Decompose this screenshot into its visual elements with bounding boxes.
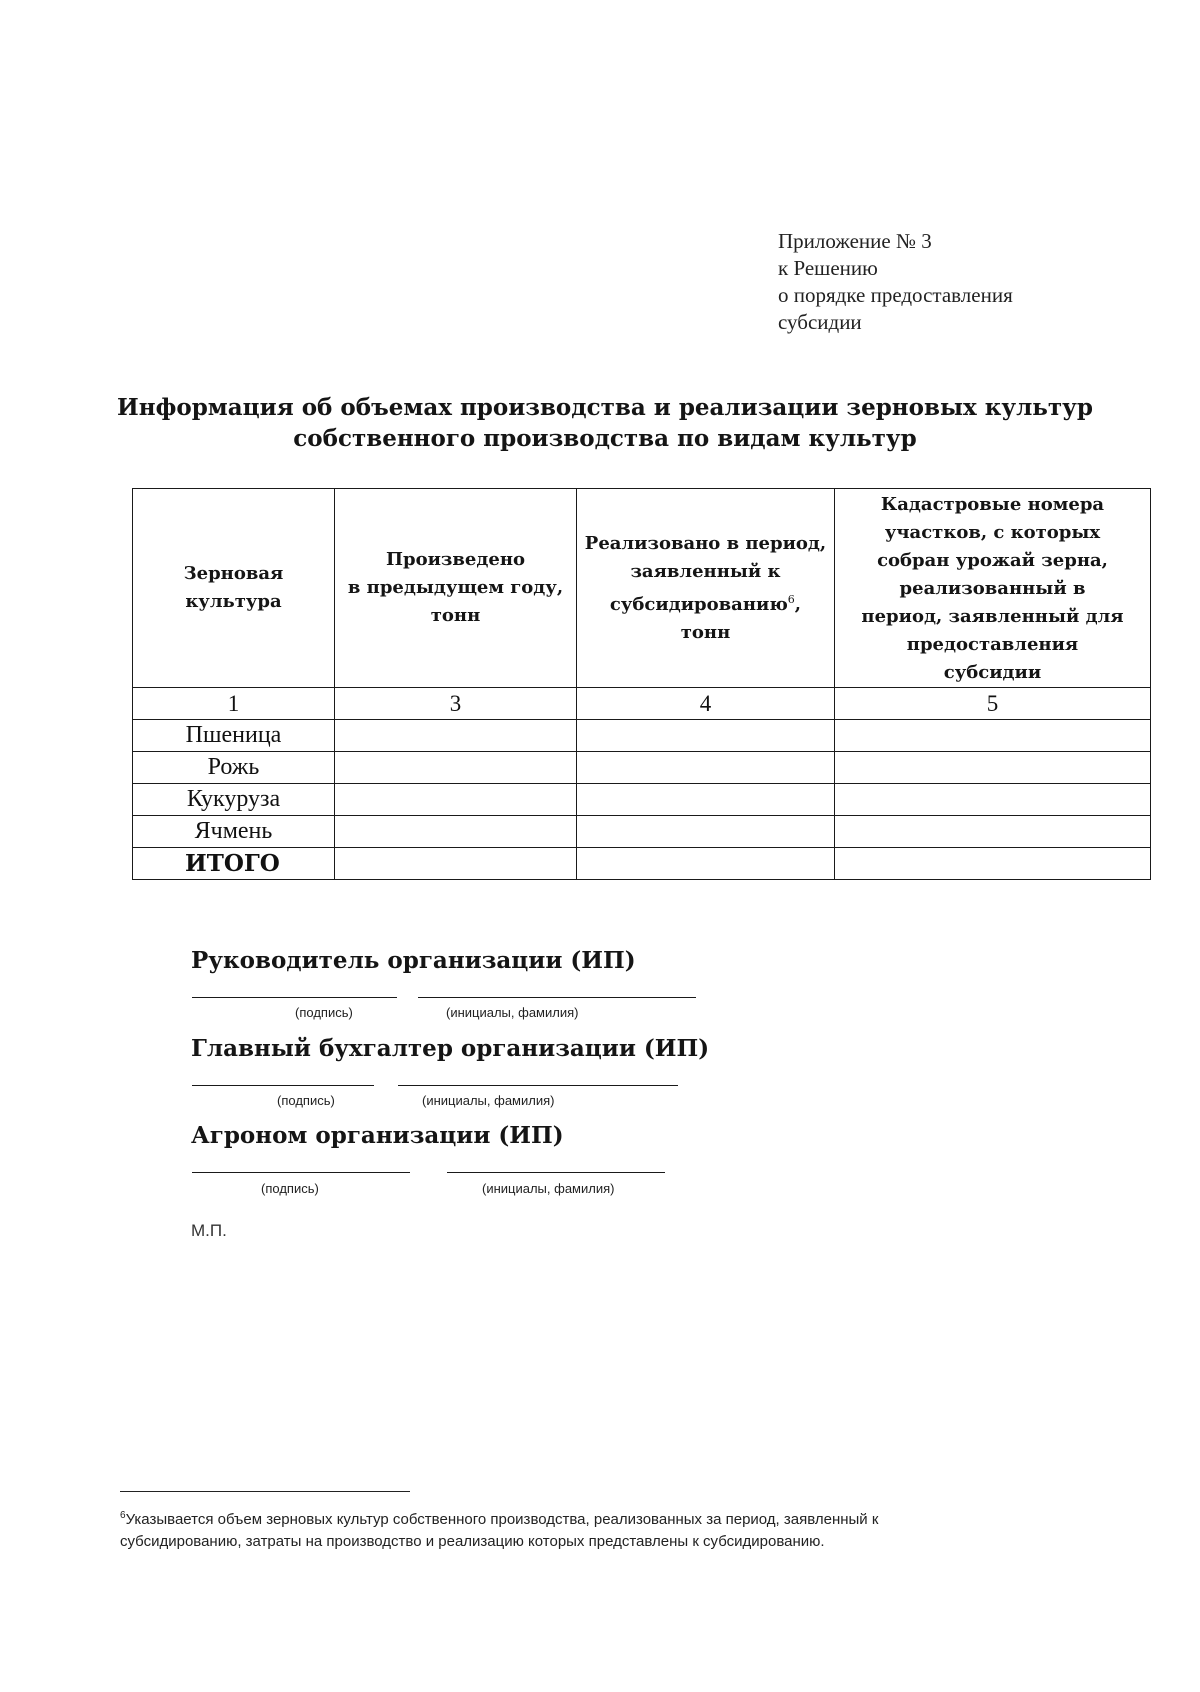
- sold-total-cell: [577, 848, 835, 880]
- footnote-divider: [120, 1491, 410, 1492]
- stamp-placeholder: М.П.: [191, 1221, 227, 1240]
- footnote-marker: 6: [787, 592, 795, 606]
- name-line[interactable]: [447, 1172, 665, 1173]
- grain-volumes-table: [132, 488, 1151, 880]
- signature-caption: (подпись): [261, 1181, 319, 1196]
- column-number-row: [133, 688, 1151, 720]
- name-line[interactable]: [418, 997, 696, 998]
- crop-name: Ячмень: [133, 816, 335, 848]
- signature-caption: (подпись): [295, 1005, 353, 1020]
- appendix-line: Приложение № 3: [778, 229, 932, 253]
- signature-title-agronomist: Агроном организации (ИП): [191, 1122, 564, 1149]
- document-title: [100, 392, 1110, 454]
- total-label: ИТОГО: [133, 848, 335, 880]
- cadastral-total-cell: [835, 848, 1151, 880]
- produced-cell: [335, 720, 577, 752]
- produced-cell: [335, 784, 577, 816]
- appendix-header: [778, 228, 1098, 336]
- crop-name: Пшеница: [133, 720, 335, 752]
- table-row: [133, 752, 1151, 784]
- appendix-line: субсидии: [778, 310, 862, 334]
- column-number: 5: [835, 688, 1151, 720]
- header-produced: Произведено в предыдущем году, тонн: [335, 489, 577, 688]
- cadastral-cell: [835, 816, 1151, 848]
- produced-cell: [335, 752, 577, 784]
- crop-name: Кукуруза: [133, 784, 335, 816]
- signature-caption: (подпись): [277, 1093, 335, 1108]
- title-line: Информация об объемах производства и реализации зерновых культур: [117, 394, 1093, 421]
- footnote-line: $^6$Указывается объем зерновых культур собственного производства, реализованных за период, заявленный к: [120, 1510, 879, 1528]
- sold-cell: [577, 816, 835, 848]
- column-number: 3: [335, 688, 577, 720]
- signature-title-accountant: Главный бухгалтер организации (ИП): [191, 1035, 710, 1062]
- title-line: собственного производства по видам культур: [293, 425, 917, 452]
- table-header-row: [133, 489, 1151, 688]
- name-caption: (инициалы, фамилия): [482, 1181, 615, 1196]
- column-number: 4: [577, 688, 835, 720]
- table-row: [133, 816, 1151, 848]
- sold-cell: [577, 784, 835, 816]
- column-number: 1: [133, 688, 335, 720]
- cadastral-cell: [835, 720, 1151, 752]
- name-caption: (инициалы, фамилия): [422, 1093, 555, 1108]
- footnote-number: 6: [120, 1510, 126, 1521]
- table-row: [133, 784, 1151, 816]
- signature-line[interactable]: [192, 1085, 374, 1086]
- table-row: [133, 720, 1151, 752]
- name-caption: (инициалы, фамилия): [446, 1005, 579, 1020]
- appendix-line: к Решению: [778, 256, 878, 280]
- header-sold: Реализовано в период, заявленный к субсидированию$^6$, тонн: [577, 489, 835, 688]
- appendix-line: о порядке предоставления: [778, 283, 1013, 307]
- sold-cell: [577, 720, 835, 752]
- footnote: [120, 1505, 1120, 1553]
- total-row: [133, 848, 1151, 880]
- cadastral-cell: [835, 784, 1151, 816]
- sold-cell: [577, 752, 835, 784]
- name-line[interactable]: [398, 1085, 678, 1086]
- footnote-line: субсидированию, затраты на производство и реализацию которых представлены к субсидированию.: [120, 1533, 825, 1550]
- cadastral-cell: [835, 752, 1151, 784]
- header-crop: Зерновая культура: [133, 489, 335, 688]
- header-cadastral: Кадастровые номера участков, с которых собран урожай зерна, реализованный в период, заявленный для предоставления субсидии: [835, 489, 1151, 688]
- signature-title-head: Руководитель организации (ИП): [191, 947, 636, 974]
- signature-line[interactable]: [192, 1172, 410, 1173]
- crop-name: Рожь: [133, 752, 335, 784]
- produced-total-cell: [335, 848, 577, 880]
- signature-line[interactable]: [192, 997, 397, 998]
- produced-cell: [335, 816, 577, 848]
